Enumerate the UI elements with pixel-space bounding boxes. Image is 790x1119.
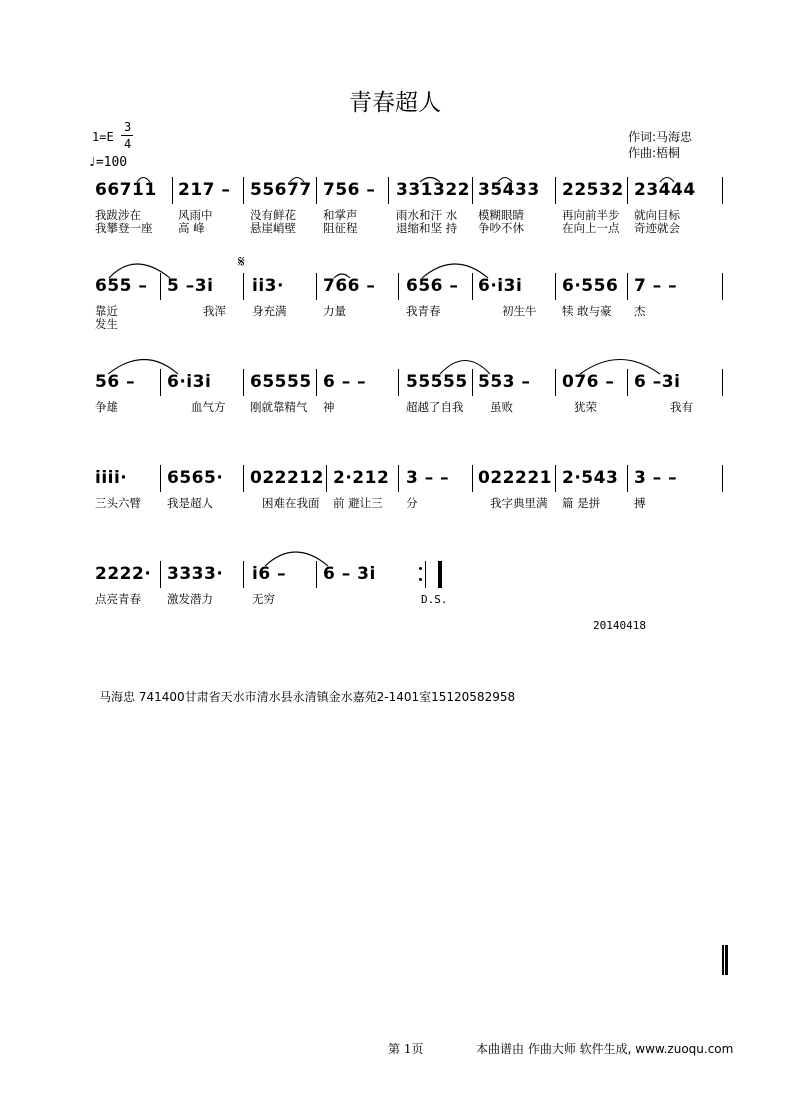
measure-notes: i6 – bbox=[252, 564, 287, 584]
tempo-marking: ♩=100 bbox=[88, 155, 128, 170]
dal-segno-marking: D.S. bbox=[421, 593, 448, 606]
slur bbox=[498, 178, 512, 183]
lyric-line-1: 点亮青春 bbox=[95, 592, 141, 606]
lyric-line-1: 身充满 bbox=[252, 304, 287, 318]
measure-notes: 331322 bbox=[396, 180, 470, 200]
footer-credit: 本曲谱由 作曲大师 软件生成, www.zuoqu.com bbox=[476, 1042, 734, 1056]
measure-notes: 6·556 bbox=[562, 276, 619, 296]
lyric-line-1: 三头六臂 bbox=[95, 496, 141, 510]
lyric-line-1: 神 bbox=[323, 400, 335, 414]
lyric-line-1: 我青春 bbox=[406, 304, 441, 318]
measure-notes: 6 – – bbox=[323, 372, 367, 392]
measure-notes: 6 –3i bbox=[634, 372, 681, 392]
lyric-line-1: 分 bbox=[406, 496, 418, 510]
measure-notes: 3 – – bbox=[406, 468, 450, 488]
slur bbox=[137, 178, 150, 183]
measure-notes: 656 – bbox=[406, 276, 459, 296]
lyric-line-2: 悬崖峭壁 bbox=[250, 221, 296, 235]
lyric-line-1: 初生牛 bbox=[502, 304, 537, 318]
slur bbox=[420, 178, 440, 183]
lyric-line-2: 在向上一点 bbox=[562, 221, 620, 235]
lyric-line-1: 犊 敢与豪 bbox=[562, 304, 612, 318]
measure-notes: 35433 bbox=[478, 180, 540, 200]
measure-notes: 022221 bbox=[478, 468, 552, 488]
lyric-line-1: 搏 bbox=[634, 496, 646, 510]
lyric-line-1: 再向前半步 bbox=[562, 208, 620, 222]
slur bbox=[580, 360, 660, 375]
measure-notes: 22532 bbox=[562, 180, 624, 200]
lyric-line-2: 高 峰 bbox=[178, 221, 205, 235]
measure-notes: 23444 bbox=[634, 180, 696, 200]
slur bbox=[422, 264, 488, 278]
lyric-line-1: 争雄 bbox=[95, 400, 118, 414]
lyric-line-1: 我有 bbox=[670, 400, 693, 414]
measure-notes: 766 – bbox=[323, 276, 376, 296]
measure-notes: 65555 bbox=[250, 372, 312, 392]
lyric-line-1: 篇 是拼 bbox=[562, 496, 601, 510]
composer-credit: 作曲:梧桐 bbox=[628, 146, 681, 160]
lyric-line-1: 我浑 bbox=[203, 304, 226, 318]
measure-notes: 6·i3i bbox=[167, 372, 212, 392]
measure-notes: 7 – – bbox=[634, 276, 678, 296]
lyric-line-2: 发生 bbox=[95, 317, 118, 331]
measure-notes: 655 – bbox=[95, 276, 148, 296]
measure-notes: 2·543 bbox=[562, 468, 619, 488]
lyric-line-2: 退缩和坚 持 bbox=[396, 221, 458, 235]
lyric-line-1: 我跋涉在 bbox=[95, 208, 141, 222]
lyric-line-1: 力量 bbox=[323, 304, 346, 318]
lyric-line-1: 和掌声 bbox=[323, 208, 358, 222]
slur bbox=[109, 264, 170, 278]
measure-notes: 6 – 3i bbox=[323, 564, 376, 584]
date-stamp: 20140418 bbox=[593, 619, 646, 632]
slur bbox=[108, 360, 178, 375]
measure-notes: 66711 bbox=[95, 180, 157, 200]
lyric-line-2: 阻征程 bbox=[323, 221, 358, 235]
lyric-line-1: 超越了自我 bbox=[406, 400, 464, 414]
bracket-line-thin bbox=[722, 945, 724, 975]
lyric-line-1: 我字典里满 bbox=[490, 496, 548, 510]
measure-notes: 076 – bbox=[562, 372, 615, 392]
measure-notes: 2222· bbox=[95, 564, 152, 584]
measure-notes: 55555 bbox=[406, 372, 468, 392]
lyric-line-2: 我攀登一座 bbox=[95, 221, 153, 235]
lyric-line-1: 无穷 bbox=[252, 592, 275, 606]
slur bbox=[660, 178, 674, 183]
slur bbox=[334, 274, 350, 278]
slur bbox=[265, 552, 328, 566]
lyric-line-2: 争吵不休 bbox=[478, 221, 524, 235]
measure-notes: 022212 bbox=[250, 468, 324, 488]
lyric-line-1: 血气方 bbox=[191, 400, 226, 414]
slur bbox=[440, 361, 490, 375]
lyric-line-1: 激发潜力 bbox=[167, 592, 213, 606]
page-number: 第 1页 bbox=[388, 1042, 424, 1056]
measure-notes: 756 – bbox=[323, 180, 376, 200]
slur bbox=[290, 178, 304, 183]
measure-notes: 553 – bbox=[478, 372, 531, 392]
lyric-line-1: 就向目标 bbox=[634, 208, 680, 222]
measure-notes: 55677 bbox=[250, 180, 312, 200]
lyric-line-1: 困难在我面 bbox=[262, 496, 320, 510]
song-title: 青春超人 bbox=[349, 90, 441, 116]
lyric-line-1: 雨水和汗 水 bbox=[396, 208, 458, 222]
measure-notes: ii3· bbox=[252, 276, 284, 296]
lyric-line-1: 靠近 bbox=[95, 304, 118, 318]
measure-notes: 3 – – bbox=[634, 468, 678, 488]
lyric-line-1: 我是超人 bbox=[167, 496, 213, 510]
time-signature-top: 3 bbox=[124, 120, 132, 134]
lyric-line-2: 奇迹就会 bbox=[634, 221, 680, 235]
measure-notes: 56 – bbox=[95, 372, 136, 392]
measure-notes: 217 – bbox=[178, 180, 231, 200]
lyricist-credit: 作词:马海忠 bbox=[628, 130, 693, 144]
lyric-line-1: 刚就靠精气 bbox=[250, 400, 308, 414]
lyric-line-1: 风雨中 bbox=[178, 208, 213, 222]
measure-notes: 5 –3i bbox=[167, 276, 214, 296]
measure-notes: 2·212 bbox=[333, 468, 390, 488]
measure-notes: 6·i3i bbox=[478, 276, 523, 296]
lyric-line-1: 杰 bbox=[634, 304, 646, 318]
lyric-line-1: 没有鲜花 bbox=[250, 208, 296, 222]
bracket-line-thick bbox=[725, 945, 728, 975]
measure-notes: iiii· bbox=[95, 468, 128, 488]
segno-sign: 𝄋 bbox=[238, 252, 245, 271]
measure-notes: 3333· bbox=[167, 564, 224, 584]
contact-address: 马海忠 741400甘肃省天水市清水县永清镇金水嘉苑2-1401室15120582958 bbox=[99, 690, 516, 704]
lyric-line-1: 犹荣 bbox=[574, 400, 597, 414]
lyric-line-1: 模糊眼睛 bbox=[478, 208, 524, 222]
key-signature: 1=E bbox=[92, 130, 114, 144]
lyric-line-1: 前 避让三 bbox=[333, 496, 383, 510]
measure-notes: 6565· bbox=[167, 468, 224, 488]
lyric-line-1: 虽败 bbox=[490, 400, 513, 414]
time-signature-bottom: 4 bbox=[124, 137, 132, 151]
